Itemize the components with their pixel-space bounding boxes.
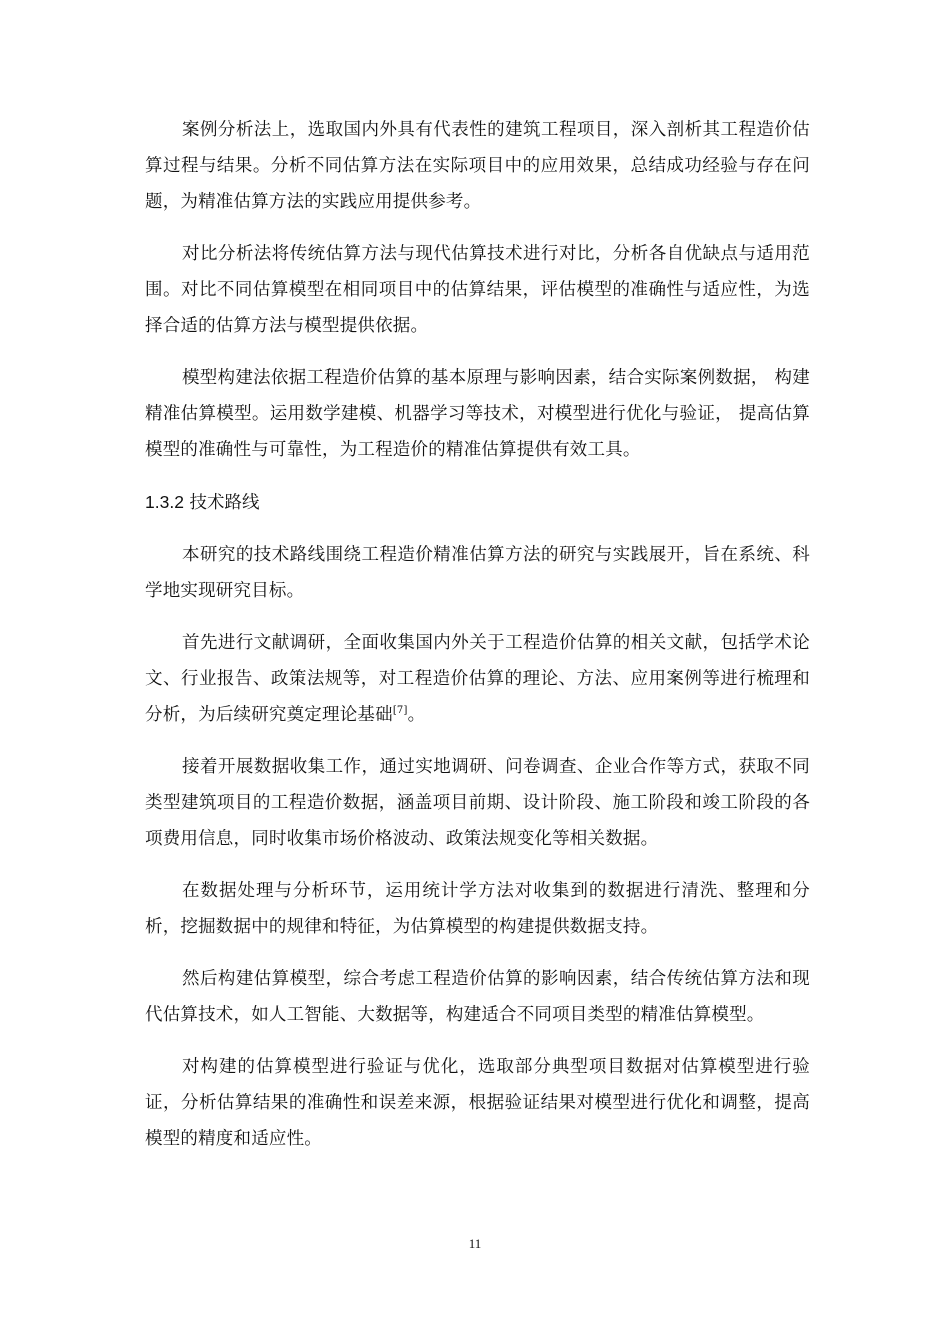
paragraph-model-building: 然后构建估算模型，综合考虑工程造价估算的影响因素，结合传统估算方法和现代估算技术，如人工智能、大数据等，构建适合不同项目类型的精准估算模型。 <box>145 969 810 1025</box>
literature-review-text: 首先进行文献调研，全面收集国内外关于工程造价估算的相关文献，包括学术论文、行业报告、政策法规等，对工程造价估算的理论、方法、应用案例等进行梳理和分析，为后续研究奠定理论基础 <box>145 633 810 725</box>
paragraph-literature-review <box>145 625 810 733</box>
paragraph-model-validation: 对构建的估算模型进行验证与优化，选取部分典型项目数据对估算模型进行验证，分析估算结果的准确性和误差来源，根据验证结果对模型进行优化和调整，提高模型的精度和适应性。 <box>145 1057 810 1149</box>
paragraph-route-intro: 本研究的技术路线围绕工程造价精准估算方法的研究与实践展开，旨在系统、科学地实现研究目标。 <box>145 545 810 601</box>
paragraph-comparative-analysis: 对比分析法将传统估算方法与现代估算技术进行对比，分析各自优缺点与适用范围。对比不同估算模型在相同项目中的估算结果，评估模型的准确性与适应性，为选择合适的估算方法与模型提供依据。 <box>145 244 810 336</box>
paragraph-model-construction: 模型构建法依据工程造价估算的基本原理与影响因素，结合实际案例数据， 构建精准估算模型。运用数学建模、机器学习等技术，对模型进行优化与验证， 提高估算模型的准确性与可靠性，为工程造价的精准估算提供有效工具。 <box>145 368 810 460</box>
section-number: 1.3.2 <box>145 492 184 512</box>
section-heading <box>145 484 810 521</box>
citation-reference: [7] <box>392 705 408 717</box>
paragraph-data-processing: 在数据处理与分析环节，运用统计学方法对收集到的数据进行清洗、整理和分析，挖掘数据中的规律和特征，为估算模型的构建提供数据支持。 <box>145 881 810 937</box>
page-number: 11 <box>468 1236 482 1251</box>
page-content <box>145 112 810 1173</box>
paragraph-data-collection: 接着开展数据收集工作，通过实地调研、问卷调查、企业合作等方式，获取不同类型建筑项目的工程造价数据，涵盖项目前期、设计阶段、施工阶段和竣工阶段的各项费用信息，同时收集市场价格波动、政策法规变化等相关数据。 <box>145 757 810 849</box>
paragraph-case-analysis: 案例分析法上，选取国内外具有代表性的建筑工程项目，深入剖析其工程造价估算过程与结果。分析不同估算方法在实际项目中的应用效果，总结成功经验与存在问题，为精准估算方法的实践应用提供参考。 <box>145 120 810 212</box>
literature-review-end: 。 <box>407 705 426 725</box>
section-title: 技术路线 <box>189 493 260 513</box>
